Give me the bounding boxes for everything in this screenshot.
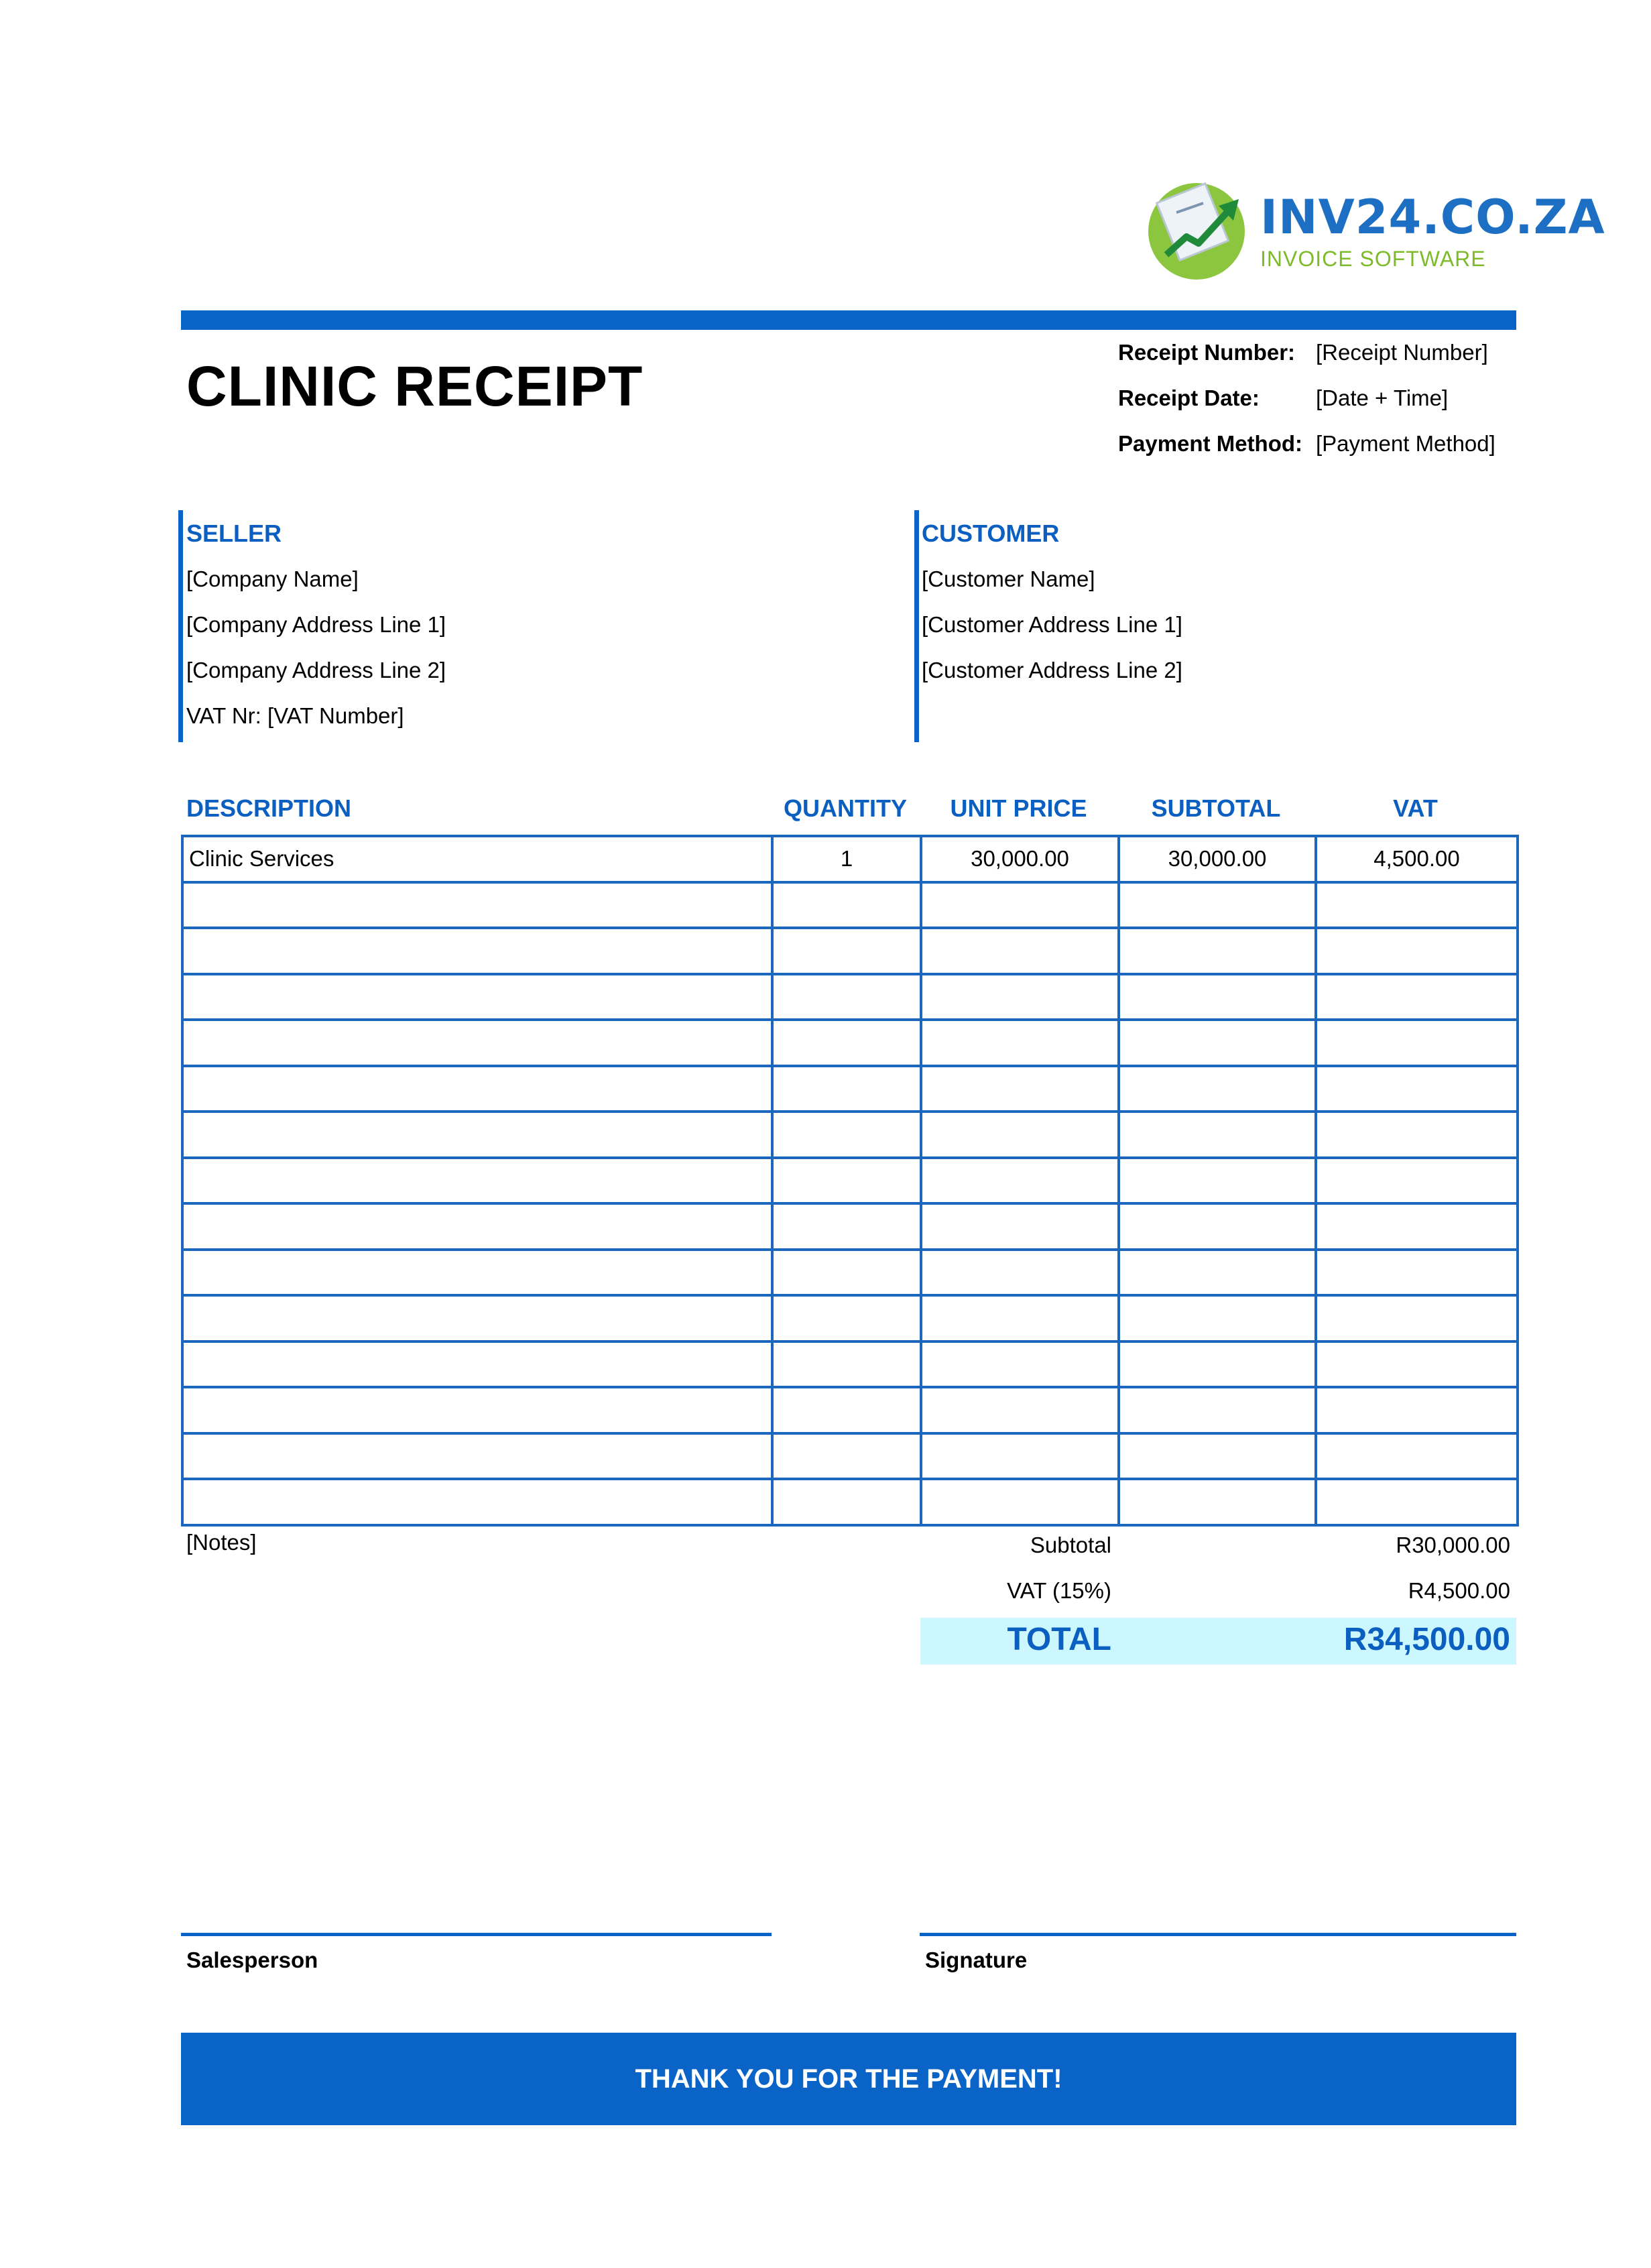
- thank-you-banner: [181, 2033, 1516, 2125]
- page-title: CLINIC RECEIPT: [186, 355, 644, 418]
- unit-price-cell: [921, 1433, 1119, 1480]
- customer-accent-bar: [914, 510, 919, 742]
- description-cell: Clinic Services: [182, 836, 772, 882]
- subtotal-cell: [1119, 1112, 1316, 1158]
- subtotal-cell: [1119, 1433, 1316, 1480]
- subtotal-cell: [1119, 1387, 1316, 1433]
- description-cell: [182, 974, 772, 1020]
- quantity-cell: [772, 1295, 921, 1341]
- seller-company-name: [Company Name]: [186, 566, 359, 591]
- vat-cell: [1316, 1479, 1518, 1525]
- vat-cell: [1316, 1066, 1518, 1112]
- signature-line: [920, 1933, 1516, 1936]
- vat-cell: 4,500.00: [1316, 836, 1518, 882]
- table-row: [182, 1250, 1518, 1296]
- table-row: [182, 1066, 1518, 1112]
- vat-label: VAT (15%): [1007, 1578, 1111, 1603]
- quantity-cell: [772, 1112, 921, 1158]
- seller-accent-bar: [178, 510, 183, 742]
- table-row: [182, 1158, 1518, 1204]
- subtotal-value: R30,000.00: [1396, 1533, 1510, 1557]
- description-cell: [182, 1387, 772, 1433]
- receipt-date-value: [Date + Time]: [1316, 385, 1449, 410]
- seller-heading: SELLER: [186, 520, 282, 547]
- vat-cell: [1316, 1250, 1518, 1296]
- line-items-table: [181, 835, 1519, 1527]
- customer-name: [Customer Name]: [922, 566, 1095, 591]
- description-cell: [182, 882, 772, 929]
- description-cell: [182, 1112, 772, 1158]
- subtotal-cell: [1119, 1250, 1316, 1296]
- subtotal-cell: [1119, 974, 1316, 1020]
- table-row: [182, 928, 1518, 974]
- table-row: [182, 882, 1518, 929]
- table-row: [182, 1341, 1518, 1388]
- quantity-cell: [772, 1433, 921, 1480]
- quantity-cell: [772, 1158, 921, 1204]
- notes-text: [Notes]: [186, 1530, 257, 1555]
- salesperson-signature-line: [181, 1933, 772, 1936]
- vat-cell: [1316, 1112, 1518, 1158]
- description-cell: [182, 1066, 772, 1112]
- description-cell: [182, 1250, 772, 1296]
- signature-label: Signature: [925, 1948, 1028, 1972]
- unit-price-cell: 30,000.00: [921, 836, 1119, 882]
- logo-tagline: INVOICE SOFTWARE: [1260, 247, 1486, 271]
- receipt-number-label: Receipt Number:: [1118, 340, 1296, 365]
- unit-price-cell: [921, 1387, 1119, 1433]
- seller-address-line-1: [Company Address Line 1]: [186, 612, 446, 637]
- vat-cell: [1316, 1341, 1518, 1388]
- table-row: [182, 1020, 1518, 1066]
- unit-price-cell: [921, 1203, 1119, 1250]
- column-header-vat: VAT: [1393, 794, 1438, 822]
- subtotal-cell: 30,000.00: [1119, 836, 1316, 882]
- quantity-cell: 1: [772, 836, 921, 882]
- vat-cell: [1316, 1020, 1518, 1066]
- logo-brand-text: INV24.CO.ZA: [1260, 190, 1605, 245]
- unit-price-cell: [921, 1341, 1119, 1388]
- unit-price-cell: [921, 1066, 1119, 1112]
- quantity-cell: [772, 928, 921, 974]
- subtotal-cell: [1119, 1479, 1316, 1525]
- column-header-subtotal: SUBTOTAL: [1151, 794, 1281, 822]
- subtotal-cell: [1119, 1295, 1316, 1341]
- table-row: [182, 1387, 1518, 1433]
- description-cell: [182, 1020, 772, 1066]
- vat-cell: [1316, 974, 1518, 1020]
- receipt-date-label: Receipt Date:: [1118, 385, 1260, 410]
- quantity-cell: [772, 1341, 921, 1388]
- seller-address-line-2: [Company Address Line 2]: [186, 658, 446, 682]
- description-cell: [182, 1295, 772, 1341]
- subtotal-cell: [1119, 1066, 1316, 1112]
- receipt-number-value: [Receipt Number]: [1316, 340, 1488, 365]
- total-label: TOTAL: [1007, 1622, 1111, 1657]
- quantity-cell: [772, 1203, 921, 1250]
- thank-you-text: THANK YOU FOR THE PAYMENT!: [635, 2064, 1062, 2094]
- quantity-cell: [772, 974, 921, 1020]
- unit-price-cell: [921, 928, 1119, 974]
- vat-cell: [1316, 1387, 1518, 1433]
- table-row: [182, 1433, 1518, 1480]
- table-row: [182, 1295, 1518, 1341]
- column-header-description: DESCRIPTION: [186, 794, 352, 822]
- table-row: [182, 1203, 1518, 1250]
- vat-value: R4,500.00: [1408, 1578, 1510, 1603]
- salesperson-label: Salesperson: [186, 1948, 318, 1972]
- unit-price-cell: [921, 1112, 1119, 1158]
- quantity-cell: [772, 882, 921, 929]
- vat-cell: [1316, 882, 1518, 929]
- description-cell: [182, 1203, 772, 1250]
- unit-price-cell: [921, 1479, 1119, 1525]
- customer-address-line-1: [Customer Address Line 1]: [922, 612, 1182, 637]
- description-cell: [182, 1479, 772, 1525]
- quantity-cell: [772, 1250, 921, 1296]
- subtotal-cell: [1119, 928, 1316, 974]
- description-cell: [182, 928, 772, 974]
- unit-price-cell: [921, 1295, 1119, 1341]
- header-divider-bar: [181, 310, 1516, 330]
- vat-cell: [1316, 1433, 1518, 1480]
- vat-cell: [1316, 928, 1518, 974]
- vat-cell: [1316, 1158, 1518, 1204]
- brand-logo: [1140, 171, 1605, 282]
- unit-price-cell: [921, 1158, 1119, 1204]
- vat-cell: [1316, 1203, 1518, 1250]
- table-row: [182, 836, 1518, 882]
- description-cell: [182, 1341, 772, 1388]
- customer-address-line-2: [Customer Address Line 2]: [922, 658, 1182, 682]
- subtotal-cell: [1119, 1203, 1316, 1250]
- subtotal-cell: [1119, 1158, 1316, 1204]
- subtotal-cell: [1119, 882, 1316, 929]
- unit-price-cell: [921, 1250, 1119, 1296]
- quantity-cell: [772, 1387, 921, 1433]
- quantity-cell: [772, 1020, 921, 1066]
- description-cell: [182, 1158, 772, 1204]
- vat-cell: [1316, 1295, 1518, 1341]
- payment-method-value: [Payment Method]: [1316, 431, 1495, 456]
- unit-price-cell: [921, 974, 1119, 1020]
- unit-price-cell: [921, 882, 1119, 929]
- table-row: [182, 1479, 1518, 1525]
- customer-heading: CUSTOMER: [922, 520, 1060, 547]
- description-cell: [182, 1433, 772, 1480]
- table-row: [182, 1112, 1518, 1158]
- column-header-quantity: QUANTITY: [784, 794, 907, 822]
- seller-vat-number: VAT Nr: [VAT Number]: [186, 703, 404, 728]
- payment-method-label: Payment Method:: [1118, 431, 1303, 456]
- subtotal-cell: [1119, 1341, 1316, 1388]
- subtotal-label: Subtotal: [1030, 1533, 1111, 1557]
- table-row: [182, 974, 1518, 1020]
- column-header-unit-price: UNIT PRICE: [950, 794, 1087, 822]
- total-value: R34,500.00: [1343, 1622, 1510, 1657]
- quantity-cell: [772, 1066, 921, 1112]
- unit-price-cell: [921, 1020, 1119, 1066]
- quantity-cell: [772, 1479, 921, 1525]
- logo-chart-icon: [1140, 171, 1253, 282]
- subtotal-cell: [1119, 1020, 1316, 1066]
